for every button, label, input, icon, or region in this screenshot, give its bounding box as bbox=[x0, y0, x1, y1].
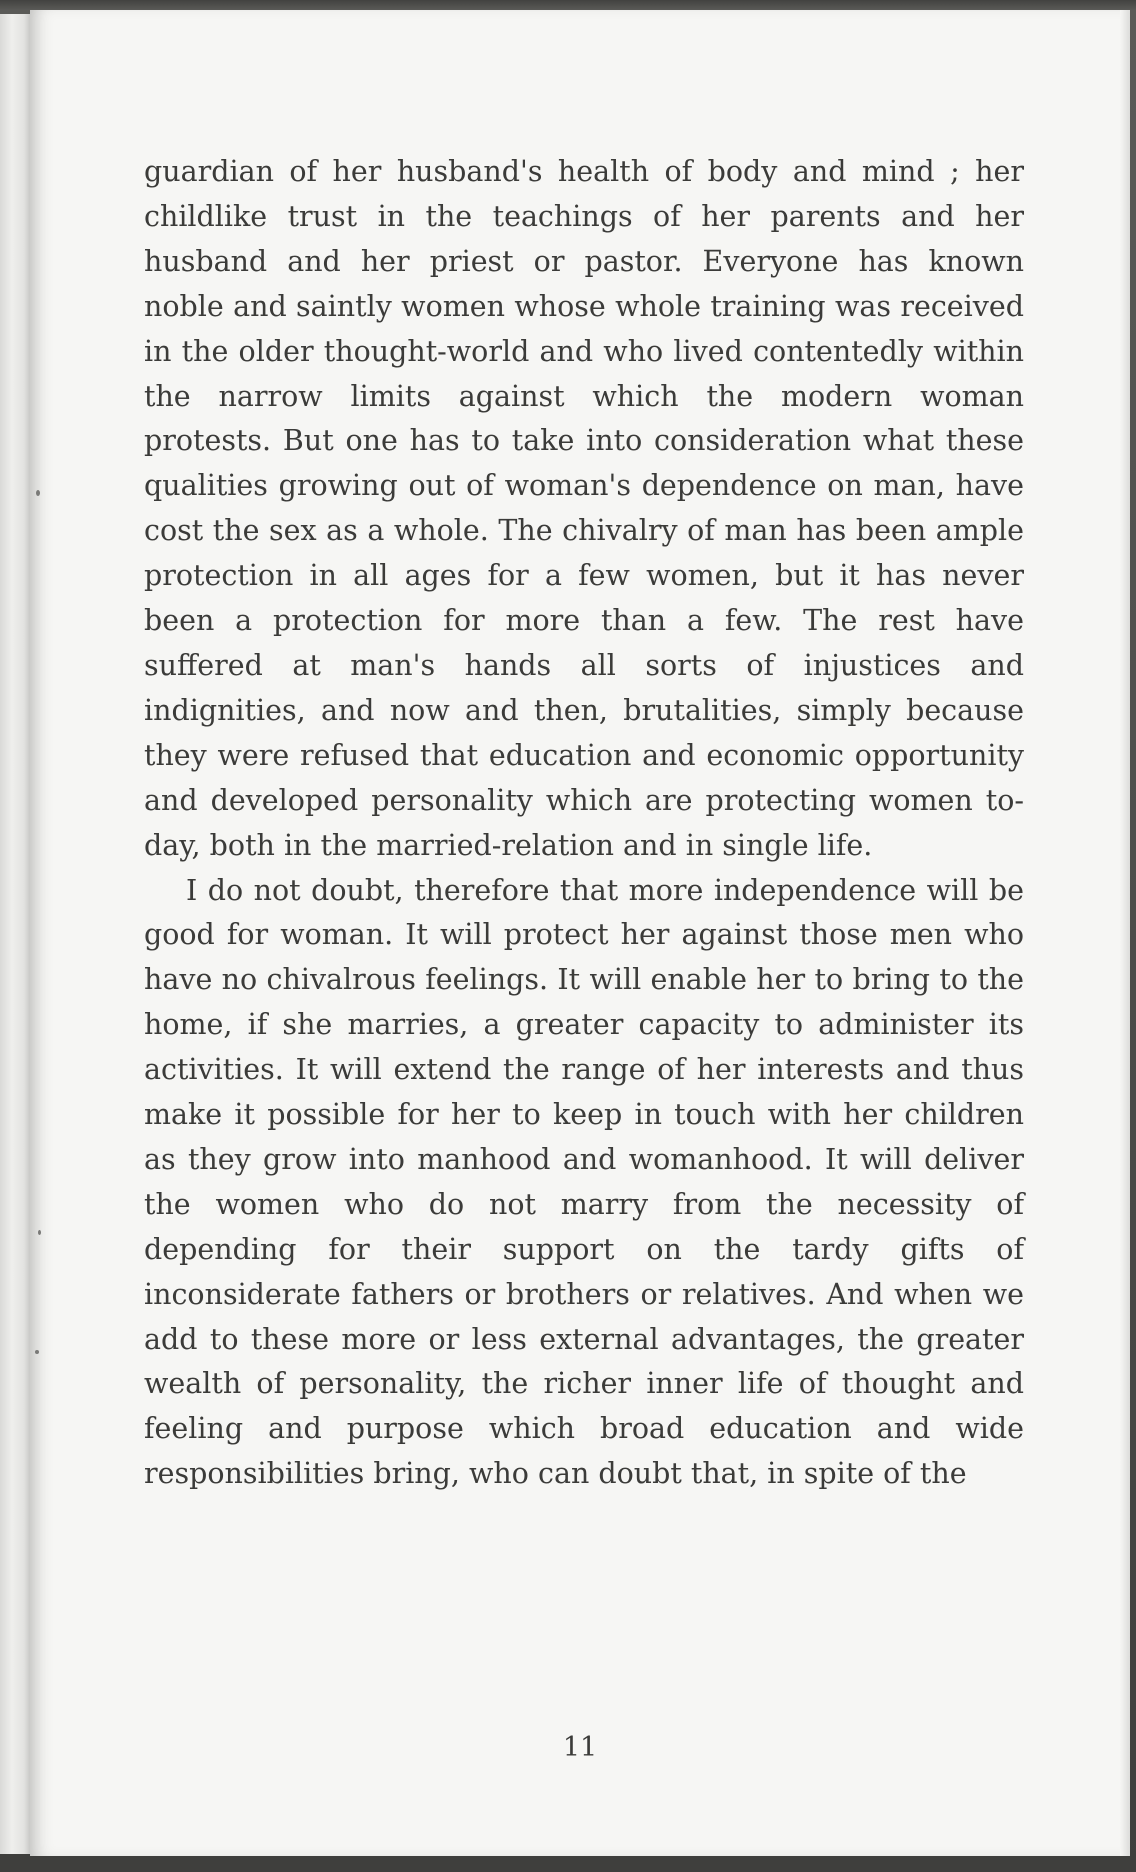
scan-speck bbox=[35, 1350, 39, 1354]
page-number: 11 bbox=[562, 1732, 598, 1763]
facing-page-edge bbox=[0, 14, 30, 1854]
scan-speck bbox=[36, 490, 40, 496]
paragraph-continued: guardian of her husband's health of body and mind ; her childlike trust in the teachings of her parents and her husband and her priest or pastor. Everyone has known noble and saintly women whose whole training was received in the older thought-world and who lived contentedly within the narrow limits against which the modern woman protests. But one has to take into consideration what these qualities growing out of woman's dependence on man, have cost the sex as a whole. The chivalry of man has been ample protection in all ages for a few women, but it has never been a protection for more than a few. The rest have suffered at man's hands all sorts of injustices and indignities, and now and then, brutalities, simply because they were refused that education and economic opportunity and developed personality which are protecting women to-day, both in the married-relation and in single life. bbox=[144, 155, 1024, 862]
body-text bbox=[144, 150, 1024, 1497]
paragraph-independence: I do not doubt, therefore that more independence will be good for woman. It will protect her against those men who have no chivalrous feelings. It will enable her to bring to the home, if she marries, a greater capacity to administer its activities. It will extend the range of her interests and thus make it possible for her to keep in touch with her children as they grow into manhood and womanhood. It will deliver the women who do not marry from the necessity of depending for their support on the tardy gifts of inconsiderate fathers or brothers or relatives. And when we add to these more or less external advantages, the greater wealth of personality, the richer inner life of thought and feeling and purpose which broad education and wide responsibilities bring, who can doubt that, in spite of the bbox=[144, 873, 1024, 1491]
book-page bbox=[30, 10, 1130, 1856]
scan-speck bbox=[38, 1230, 41, 1235]
